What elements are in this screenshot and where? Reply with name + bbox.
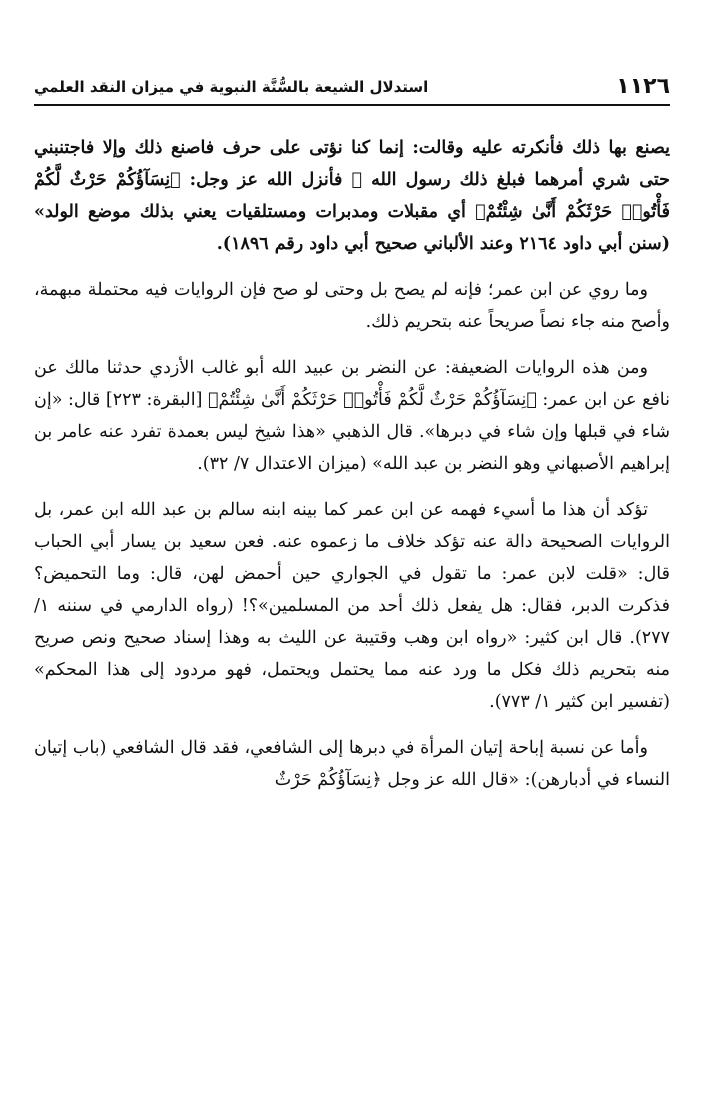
running-title: استدلال الشيعة بالسُّنَّة النبوية في ميزان النقد العلمي [34, 78, 429, 96]
body-text [34, 132, 670, 810]
document-page [34, 0, 670, 1110]
page-number: ١١٢٦ [616, 74, 670, 99]
paragraph-4: تؤكد أن هذا ما أسيء فهمه عن ابن عمر كما بينه ابنه سالم بن عبد الله ابن عمر، بل الروايات الصحيحة دالة عنه تؤكد خلاف ما زعموه عنه. فعن سعيد بن يسار أبي الحباب قال: «قلت لابن عمر: ما تقول في الجواري حين أحمض لهن، قال: وما التحميض؟ فذكرت الدبر، فقال: هل يفعل ذلك أحد من المسلمين»؟! (رواه الدارمي في سننه ١/ ٢٧٧). قال ابن كثير: «رواه ابن وهب وقتيبة عن الليث به وهذا إسناد صحيح ونص صريح منه بتحريم ذلك فكل ما ورد عنه مما يحتمل ويحتمل، فهو مردود إلى هذا المحكم» (تفسير ابن كثير ١/ ٧٧٣). [34, 500, 670, 712]
paragraph-3: ومن هذه الروايات الضعيفة: عن النضر بن عبيد الله أبو غالب الأزدي حدثنا مالك عن نافع عن ابن عمر: ﴿نِسَآؤُكُمْ حَرْثٌ لَّكُمْ فَأْتُوا۟ حَرْثَكُمْ أَنَّىٰ شِئْتُمْ﴾ [البقرة: ٢٢٣] قال: «إن شاء في قبلها وإن شاء في دبرها». قال الذهبي «هذا شيخ ليس بعمدة تفرد عنه عامر بن إبراهيم الأصبهاني وهو النضر بن عبد الله» (ميزان الاعتدال ٧/ ٣٢). [34, 358, 671, 474]
running-header [34, 70, 670, 106]
paragraph-5: وأما عن نسبة إباحة إتيان المرأة في دبرها إلى الشافعي، فقد قال الشافعي (باب إتيان النساء في أدبارهن): «قال الله عز وجل ﴿نِسَآؤُكُمْ حَرْثٌ [34, 738, 670, 790]
paragraph-1: يصنع بها ذلك فأنكرته عليه وقالت: إنما كنا نؤتى على حرف فاصنع ذلك وإلا فاجتنبني حتى شري أمرهما فبلغ ذلك رسول الله ﷺ فأنزل الله عز وجل: ﴿نِسَآؤُكُمْ حَرْثٌ لَّكُمْ فَأْتُوا۟ حَرْثَكُمْ أَنَّىٰ شِئْتُمْ﴾ أي مقبلات ومدبرات ومستلقيات يعني بذلك موضع الولد» (سنن أبي داود ٢١٦٤ وعند الألباني صحيح أبي داود رقم ١٨٩٦). [34, 138, 670, 254]
paragraph-2: وما روي عن ابن عمر؛ فإنه لم يصح بل وحتى لو صح فإن الروايات فيه محتملة مبهمة، وأصح منه جاء نصاً صريحاً عنه بتحريم ذلك. [34, 280, 670, 332]
